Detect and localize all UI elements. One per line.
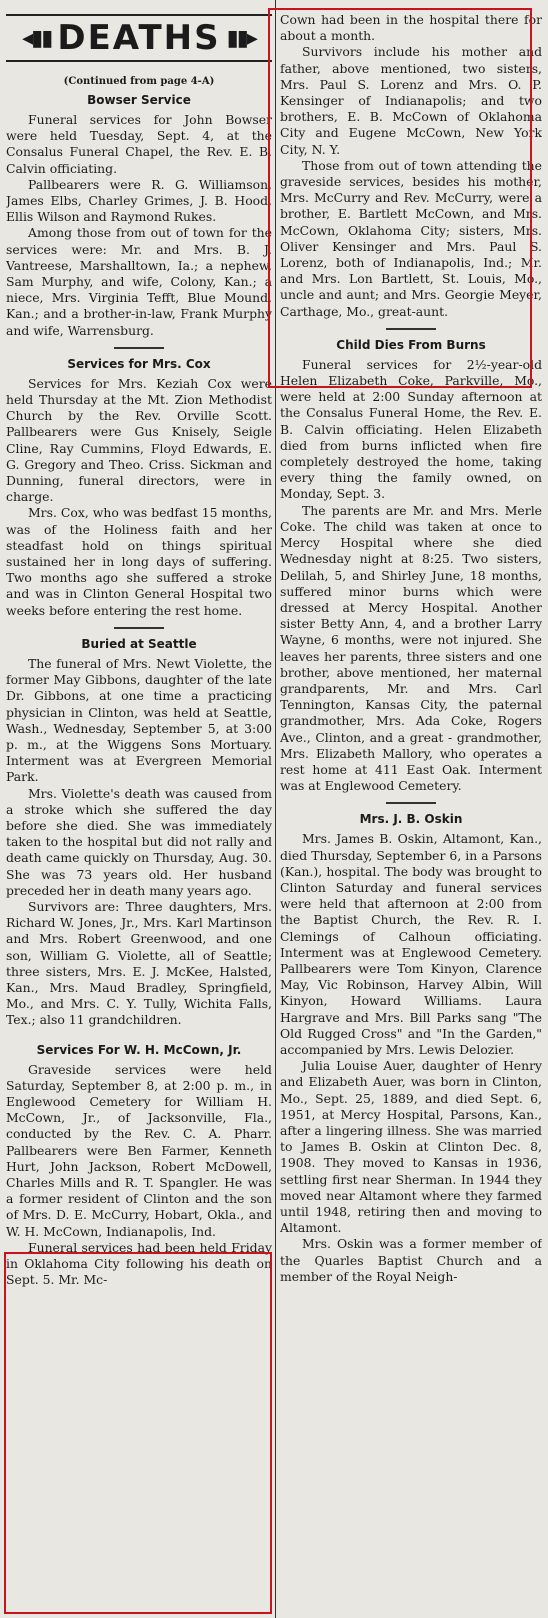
- paragraph: Mrs. James B. Oskin, Altamont, Kan., died Thursday, September 6, in a Parsons (Kan.), hospital. The body was brought to Clinton Saturday and funeral services were held that afternoon at 2:00 from the Baptist Church, the Rev. R. I. Clemings of Calhoun officiating. Interment was at Englewood Cemetery. Pallbearers were Tom Kinyon, Clarence May, Vic Robinson, Harvey Albin, Will Kinyon, Howard Williams. Laura Hargrave and Mrs. Bill Parks sang "The Old Rugged Cross" and "In the Garden," accompanied by Mrs. Lewis Delozier.: [280, 831, 542, 1057]
- paragraph: The funeral of Mrs. Newt Violette, the former May Gibbons, daughter of the late Dr. Gibbons, at one time a practicing physician in Clinton, was held at Seattle, Wash., Wednesday, September 5, at 3:00 p. m., at the Wiggens Sons Mortuary. Interment was at Evergreen Memorial Park.: [6, 655, 272, 785]
- paragraph: Funeral services for 2½-year-old Helen Elizabeth Coke, Parkville, Mo., were held at 2:00 Sunday afternoon at the Consalus Funeral Home, the Rev. E. B. Calvin officiating. Helen Elizabeth died from burns inflicted when fire completely destroyed the home, taking every thing the family owned, on Monday, Sept. 3.: [280, 356, 542, 502]
- paragraph: The parents are Mr. and Mrs. Merle Coke. The child was taken at once to Mercy Hospital where she died Wednesday night at 8:25. Two sisters, Delilah, 5, and Shirley June, 18 months, suffered minor burns which were dressed at Mercy Hospital. Another sister Betty Ann, 4, and a brother Larry Wayne, 6 months, were not injured. She leaves her parents, three sisters and one brother, above mentioned, her maternal grandparents, Mr. and Mrs. Carl Tennington, Kansas City, the paternal grandmother, Mrs. Ada Coke, Rogers Ave., Clinton, and a great - grandmother, Mrs. Elizabeth Mallory, who operates a rest home at 411 East Oak. Interment was at Englewood Cemetery.: [280, 502, 542, 794]
- paragraph: Survivors include his mother and father, above mentioned, two sisters, Mrs. Paul S. Lorenz and Mrs. O. P. Kensinger of Indianapolis; and two brothers, E. B. McCown of Oklahoma City and Eugene McCown, New York City, N. Y.: [280, 44, 542, 157]
- paragraph: Pallbearers were R. G. Williamson, James Elbs, Charley Grimes, J. B. Hood, Ellis Wilson and Raymond Rukes.: [6, 176, 272, 225]
- article-mccown-continued: [280, 12, 542, 320]
- separator: [114, 627, 164, 629]
- paragraph: Among those from out of town for the services were: Mr. and Mrs. B. J. Vantreese, Marshalltown, Ia.; a nephew, Sam Murphy, and wife, Colony, Kan.; a niece, Mrs. Virginia Tefft, Blue Mound, Kan.; and a brother-in-law, Frank Murphy and wife, Warrensburg.: [6, 225, 272, 338]
- article-bowser: [6, 93, 272, 339]
- paragraph: Mrs. Cox, who was bedfast 15 months, was of the Holiness faith and her steadfast hold on things spiritual sustained her in long days of suffering. Two months ago she suffered a stroke and was in Clinton General Hospital two weeks before entering the rest home.: [6, 505, 272, 618]
- paragraph: Survivors are: Three daughters, Mrs. Richard W. Jones, Jr., Mrs. Karl Martinson and Mrs. Robert Greenwood, and one son, William G. Violette, all of Seattle; three sisters, Mrs. E. J. McKee, Halsted, Kan., Mrs. Maud Bradley, Springfield, Mo., and Mrs. C. Y. Tully, Wichita Falls, Tex.; also 11 grandchildren.: [6, 898, 272, 1028]
- continued-note: (Continued from page 4-A): [63, 76, 215, 87]
- ornament-left: ◂▮▮: [22, 25, 52, 51]
- headline: Services For W. H. McCown, Jr.: [36, 1042, 242, 1057]
- paragraph: Funeral services had been held Friday in Oklahoma City following his death on Sept. 5. Mr. Mc-: [6, 1239, 272, 1288]
- article-seattle: [6, 637, 272, 1029]
- paragraph: Services for Mrs. Keziah Cox were held Thursday at the Mt. Zion Methodist Church by the Rev. Orville Scott. Pallbearers were Gus Knisely, Seigle Cline, Ray Cummins, Floyd Edwards, E. G. Gregory and Theo. Criss. Sickman and Dunning, funeral directors, were in charge.: [6, 375, 272, 505]
- masthead-title: DEATHS: [57, 18, 221, 58]
- separator: [114, 347, 164, 349]
- column-rule: [275, 0, 276, 1618]
- deaths-masthead: [6, 14, 272, 62]
- right-column: [280, 0, 542, 1618]
- paragraph: Mrs. Oskin was a former member of the Quarles Baptist Church and a member of the Royal Neigh-: [280, 1236, 542, 1284]
- headline: Child Dies From Burns: [336, 337, 486, 352]
- article-child: [280, 338, 542, 794]
- paragraph: Graveside services were held Saturday, September 8, at 2:00 p. m., in Englewood Cemetery for William H. McCown, Jr., of Jacksonville, Fla., conducted by the Rev. C. A. Pharr. Pallbearers were Ben Farmer, Kenneth Hurt, John Jackson, Robert McDowell, Charles Mills and R. T. Spangler. He was a former resident of Clinton and the son of Mrs. D. E. McCurry, Hobart, Okla., and W. H. McCown, Indianapolis, Ind.: [6, 1061, 272, 1239]
- paragraph: Julia Louise Auer, daughter of Henry and Elizabeth Auer, was born in Clinton, Mo., Sept. 25, 1889, and died Sept. 6, 1951, at Mercy Hospital, Parsons, Kan., after a lingering illness. She was married to James B. Oskin at Clinton Dec. 8, 1908. They moved to Kansas in 1936, settling first near Sherman. In 1944 they moved near Altamont where they farmed until 1948, retiring then and moving to Altamont.: [280, 1058, 542, 1236]
- headline: Bowser Service: [87, 93, 191, 107]
- article-mccown: [6, 1043, 272, 1289]
- paragraph: Those from out of town attending the graveside services, besides his mother, Mrs. McCurry and Rev. McCurry, were a brother, E. Bartlett McCown, and Mrs. McCown, Oklahoma City; sisters, Mrs. Oliver Kensinger and Mrs. Paul S. Lorenz, both of Indianapolis, Ind.; Mr. and Mrs. Lon Bartlett, St. Louis, Mo., uncle and aunt; and Mrs. Georgie Meyer, Carthage, Mo., great-aunt.: [280, 157, 542, 319]
- ornament-right: ▮▮▸: [226, 25, 256, 51]
- paragraph: Cown had been in the hospital there for about a month.: [280, 12, 542, 44]
- headline: Services for Mrs. Cox: [67, 356, 211, 371]
- headline: Mrs. J. B. Oskin: [359, 812, 463, 827]
- left-column: [6, 0, 272, 1618]
- article-cox: [6, 357, 272, 619]
- paragraph: Mrs. Violette's death was caused from a stroke which she suffered the day before she died. She was immediately taken to the hospital but did not rally and death came quickly on Thursday, Aug. 30. She was 73 years old. Her husband preceded her in death many years ago.: [6, 785, 272, 898]
- separator: [386, 802, 436, 804]
- headline: Buried at Seattle: [81, 636, 197, 651]
- separator: [386, 328, 436, 330]
- paragraph: Funeral services for John Bowser were held Tuesday, Sept. 4, at the Consalus Funeral Chapel, the Rev. E. B. Calvin officiating.: [6, 112, 272, 176]
- article-oskin: [280, 812, 542, 1285]
